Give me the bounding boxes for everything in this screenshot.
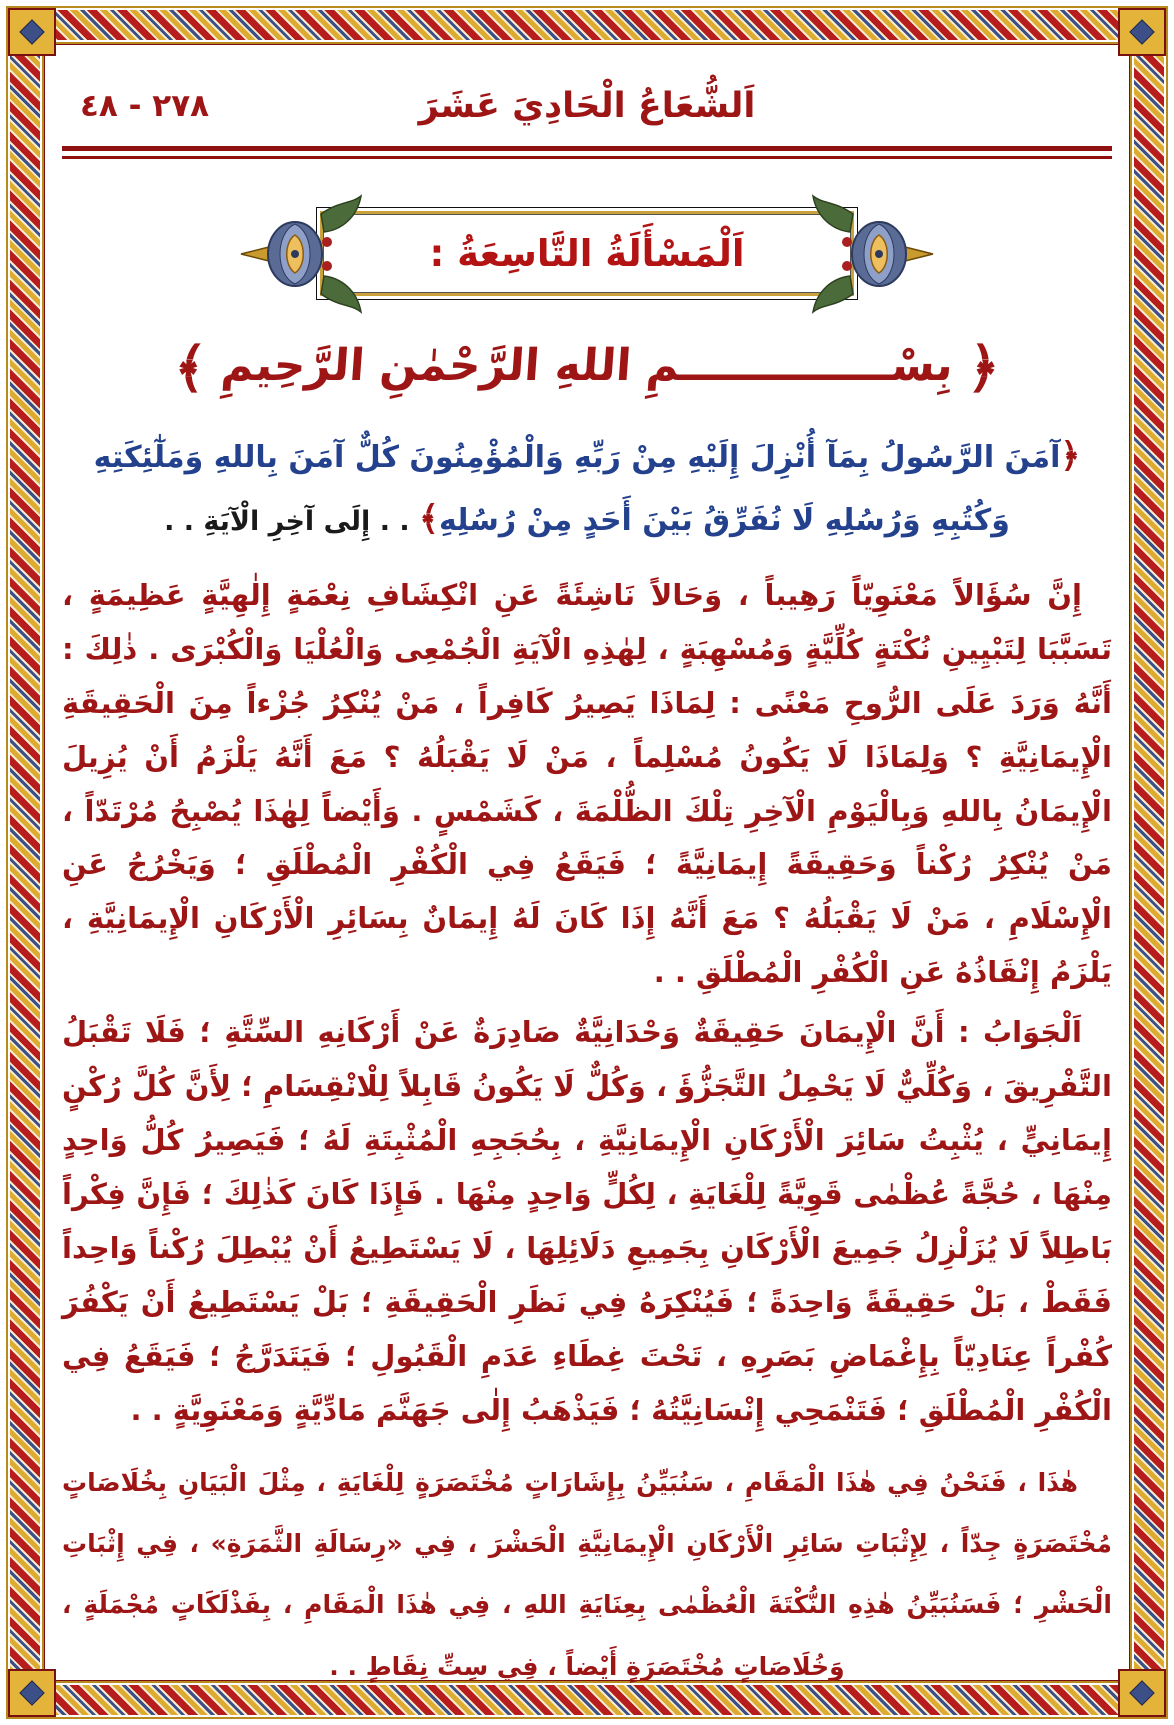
section-heading-wrap [62, 207, 1112, 300]
verse-text: آمَنَ الرَّسُولُ بِمَآ أُنْزِلَ إِلَيْهِ مِنْ رَبِّهِ وَالْمُؤْمِنُونَ كُلٌّ آمَنَ بِاللهِ وَمَلٰٓئِكَتِهِ وَكُتُبِهِ وَرُسُلِهِ لَا نُفَرِّقُ بَيْنَ أَحَدٍ مِنْ رُسُلِهِ [93, 440, 1061, 538]
basmala-opening-bracket-icon: ﴿ [965, 336, 1002, 399]
verse-closing-bracket-icon: ﴾ [419, 498, 439, 539]
body-paragraph-answer: اَلْجَوَابُ : أَنَّ الْإِيمَانَ حَقِيقَةٌ وَحْدَانِيَّةٌ صَادِرَةٌ عَنْ أَرْكَانِهِ السِّتَّةِ ؛ فَلَا تَقْبَلُ التَّفْرِيقَ ، وَكُلِّيٌّ لَا يَحْمِلُ التَّجَزُّؤَ ، وَكُلٌّ لَا يَكُونُ قَابِلاً لِلْانْقِسَامِ ؛ لِأَنَّ كُلَّ رُكْنٍ إِيمَانِيٍّ ، يُثْبِتُ سَائِرَ الْأَرْكَانِ الْإِيمَانِيَّةِ ، بِحُجَجِهِ الْمُثْبِتَةِ لَهُ ؛ فَيَصِيرُ كُلُّ وَاحِدٍ مِنْهَا ، حُجَّةً عُظْمٰى قَوِيَّةً لِلْغَايَةِ ، لِكُلٍّ وَاحِدٍ مِنْهَا . فَإِذَا كَانَ كَذٰلِكَ ؛ فَإِنَّ فِكْراً بَاطِلاً لَا يُزَلْزِلُ جَمِيعَ الْأَرْكَانِ بِجَمِيعِ دَلَائِلِهَا ، لَا يَسْتَطِيعُ أَنْ يُبْطِلَ رُكْناً وَاحِداً فَقَطْ ، بَلْ حَقِيقَةً وَاحِدَةً ؛ فَيُنْكِرَهُ فِي نَظَرِ الْحَقِيقَةِ ؛ بَلْ يَسْتَطِيعُ أَنْ يَكْفُرَ كُفْراً عِنَادِيّاً بِإِغْمَاضِ بَصَرِهِ ، تَحْتَ غِطَاءِ عَدَمِ الْقَبُولِ ؛ فَيَتَدَرَّجُ ؛ فَيَقَعُ فِي الْكُفْرِ الْمُطْلَقِ ؛ فَتَنْمَحِي إِنْسَانِيَّتُهُ ؛ فَيَذْهَبُ إِلٰى جَهَنَّمَ مَادِّيَّةٍ وَمَعْنَوِيَّةٍ . . [62, 1015, 1112, 1427]
divider-thick-line [62, 146, 1112, 151]
body-paragraph-question: إِنَّ سُؤَالاً مَعْنَوِيّاً رَهِيباً ، وَحَالاً نَاشِئَةً عَنِ انْكِشَافِ نِعْمَةٍ إِلٰهِيَّةٍ عَظِيمَةٍ ، تَسَبَّبَا لِتَبْيِينِ نُكْتَةٍ كُلِّيَّةٍ وَمُسْهِبَةٍ ، لِهٰذِهِ الْآيَةِ الْجُمْعِى وَالْعُلْيَا وَالْكُبْرَى . ذٰلِكَ : أَنَّهُ وَرَدَ عَلَى الرُّوحِ مَعْنًى : لِمَاذَا يَصِيرُ كَافِراً ، مَنْ يُنْكِرُ جُزْءاً مِنَ الْحَقِيقَةِ الْإِيمَانِيَّةِ ؟ وَلِمَاذَا لَا يَكُونُ مُسْلِماً ، مَنْ لَا يَقْبَلُهُ ؟ مَعَ أَنَّهُ يَلْزَمُ أَنْ يُزِيلَ الْإِيمَانُ بِاللهِ وَبِالْيَوْمِ الْآخِرِ تِلْكَ الظُّلْمَةَ ، كَشَمْسٍ . وَأَيْضاً لِهٰذَا يُصْبِحُ مُرْتَدّاً ، مَنْ يُنْكِرُ رُكْناً وَحَقِيقَةً إِيمَانِيَّةً ؛ فَيَقَعُ فِي الْكُفْرِ الْمُطْلَقِ ؛ وَيَخْرُجُ عَنِ الْإِسْلَامِ ، مَنْ لَا يَقْبَلُهُ ؟ مَعَ أَنَّهُ إِذَا كَانَ لَهُ إِيمَانٌ بِسَائِرِ الْأَرْكَانِ الْإِيمَانِيَّةِ ، يَلْزَمُ إِنْقَاذُهُ عَنِ الْكُفْرِ الْمُطْلَقِ . . [62, 577, 1112, 990]
basmala-closing-bracket-icon: ﴾ [172, 336, 209, 399]
divider-thin-line [62, 156, 1112, 159]
closing-paragraph: هٰذَا ، فَنَحْنُ فِي هٰذَا الْمَقَامِ ، سَنُبَيِّنُ بِإِشَارَاتٍ مُخْتَصَرَةٍ لِلْغَايَةِ ، مِثْلَ الْبَيَانِ بِخُلَاصَاتٍ مُخْتَصَرَةٍ جِدّاً ، لِإِثْبَاتِ سَائِرِ الْأَرْكَانِ الْإِيمَانِيَّةِ الْحَشْرَ ، فِي «رِسَالَةِ الثَّمَرَةِ» ، فِي إِثْبَاتِ الْحَشْرِ ؛ فَسَنُبَيِّنُ هٰذِهِ النُّكْتَةَ الْعُظْمٰى بِعِنَايَةِ اللهِ ، فِي هٰذَا الْمَقَامِ ، بِفَذْلَكَاتٍ مُجْمَلَةٍ ، وَخُلَاصَاتٍ مُخْتَصَرَةٍ أَيْضاً ، فِي سِتِّ نِقَاطٍ . . [62, 1467, 1112, 1681]
floral-ornament-icon [239, 194, 365, 314]
floral-ornament-icon [809, 194, 935, 314]
page-numbers: ٢٧٨ - ٤٨ [80, 88, 210, 124]
running-head [62, 80, 1112, 132]
verse-tail-note: . . إِلَى آخِرِ الْآيَةِ . . [164, 505, 420, 537]
body-text [62, 569, 1112, 1438]
header-divider [62, 146, 1112, 159]
quran-verse [62, 425, 1112, 551]
section-title: اَلْمَسْأَلَةُ التَّاسِعَةُ : [429, 232, 745, 275]
verse-opening-bracket-icon: ﴿ [1060, 436, 1081, 476]
basmala-text: بِسْــــــــــــــمِ اللهِ الرَّحْمٰنِ الرَّحِيمِ [219, 340, 955, 391]
section-heading-box [316, 207, 858, 300]
page-content [48, 48, 1126, 1681]
basmala-calligraphy [60, 336, 1114, 399]
book-title: اَلشُّعَاعُ الْحَادِيَ عَشَرَ [418, 86, 756, 126]
